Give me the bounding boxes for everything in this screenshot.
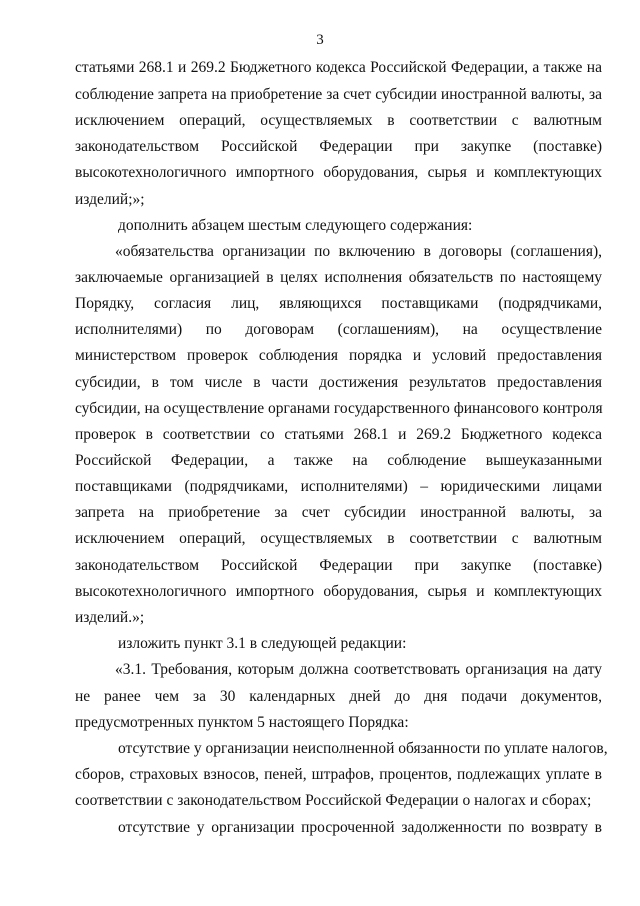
text-line: изложить пункт 3.1 в следующей редакции: [118,635,407,652]
text-line: изделий.»; [75,609,145,626]
text-line: дополнить абзацем шестым следующего содержания: [118,217,473,234]
text-line: высокотехнологичного импортного оборудования, сырья и комплектующих [75,164,602,181]
text-line: соблюдение запрета на приобретение за счет субсидии иностранной валюты, за [75,86,602,103]
text-line: статьями 268.1 и 269.2 Бюджетного кодекса Российской Федерации, а также на [75,59,602,76]
text-line: сборов, страховых взносов, пеней, штрафов, процентов, подлежащих уплате в [75,766,602,783]
text-line: отсутствие у организации просроченной задолженности по возврату в [118,819,602,836]
text-line: отсутствие у организации неисполненной обязанности по уплате налогов, [118,740,608,757]
text-line: Порядку, согласия лиц, являющихся поставщиками (подрядчиками, [75,295,602,312]
text-line: «обязательства организации по включению в договоры (соглашения), [115,243,602,260]
text-line: высокотехнологичного импортного оборудования, сырья и комплектующих [75,583,602,600]
text-line: субсидии, в том числе в части достижения результатов предоставления [75,374,602,391]
page-number: 3 [316,32,324,48]
text-line: министерством проверок соблюдения порядка и условий предоставления [75,347,602,364]
text-line: запрета на приобретение за счет субсидии иностранной валюты, за [75,504,602,521]
text-line: законодательством Российской Федерации при закупке (поставке) [75,138,602,155]
text-line: изделий;»; [75,191,145,208]
text-line: поставщиками (подрядчиками, исполнителями) – юридическими лицами [75,478,602,495]
text-line: Российской Федерации, а также на соблюдение вышеуказанными [75,452,602,469]
text-line: исполнителями) по договорам (соглашениям), на осуществление [75,321,602,338]
text-line: соответствии с законодательством Российской Федерации о налогах и сборах; [75,792,592,809]
text-line: проверок в соответствии со статьями 268.1 и 269.2 Бюджетного кодекса [75,426,602,443]
text-line: законодательством Российской Федерации при закупке (поставке) [75,557,602,574]
text-line: «3.1. Требования, которым должна соответствовать организация на дату [115,661,602,678]
text-line: исключением операций, осуществляемых в соответствии с валютным [75,112,602,129]
text-line: исключением операций, осуществляемых в соответствии с валютным [75,530,602,547]
text-line: заключаемые организацией в целях исполнения обязательств по настоящему [75,269,602,286]
text-line: не ранее чем за 30 календарных дней до дня подачи документов, [75,688,602,705]
text-line: субсидии, на осуществление органами государственного финансового контроля [75,400,603,417]
text-line: предусмотренных пунктом 5 настоящего Порядка: [75,714,409,731]
